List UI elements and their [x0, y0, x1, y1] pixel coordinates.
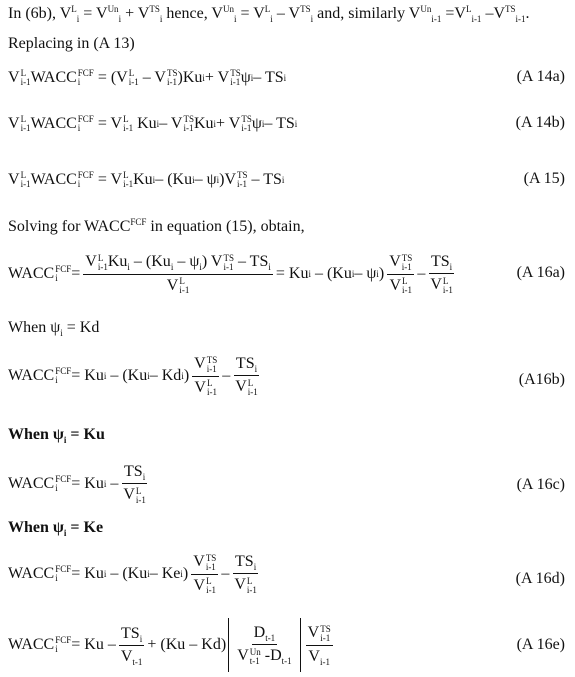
label-a14a: (A 14a) — [516, 68, 565, 85]
intro-line: In (6b), $V^L_i = V^{Un}_i + V^{TS}_i$ hence, $V^{Un}_i = V^L_i - V^{TS}_i$ and, similarly $V^{Un}_{i-1} =V^L_{i-1}$ $-V^{TS}_{i-1}$. — [8, 4, 530, 24]
when-ke-text: When $\psi_i = Ke$ — [8, 519, 104, 538]
equation-a16d: WACC FCF i = Ku i – (Ku i – Ke i ) V TS i-1 V L i-1 – $TS_i$ V L i-1 — [8, 552, 257, 595]
equation-a14a: V L i-1 WACC FCF i = (V L i-1 – V TS i-1 )Ku i + V TS i-1 ψ i – TS i — [8, 68, 287, 87]
label-a16d: (A 16d) — [515, 570, 565, 587]
equation-a15: V L i-1 WACC FCF i = V L i-1 Ku i – (Ku i – ψ i )V TS i-1 – TS i — [8, 170, 285, 189]
label-a16c: (A 16c) — [516, 476, 565, 493]
label-a15: (A 15) — [523, 170, 565, 187]
solving-text: Solving for $WACC^{FCF}$ in equation (15), obtain, — [8, 217, 305, 235]
label-a16b: (A16b) — [518, 371, 565, 388]
label-a16a: (A 16a) — [516, 264, 565, 281]
equation-a16b: WACC FCF i = Ku i – (Ku i – Kd i ) V TS i-1 V L i-1 – $TS_i$ V L i-1 — [8, 354, 258, 397]
label-a14b: (A 14b) — [515, 114, 565, 131]
equation-a16e: WACC FCF i = Ku – $\frac{TS_i}{V_{t-1}}$ + (Ku – Kd) $D_{t-1}$ V Un t-1 $-D_{t-1}$ V TS i-1 $V_{i-1}$ — [8, 616, 336, 674]
when-kd-text: When $\psi_i = Kd$ — [8, 319, 100, 338]
equation-a16a: WACC FCF i = V L i-1 $Ku_i - (Ku_i - \psi_i)$ V TS i-1 – $TS_i$ V L i-1 = Ku i – (Ku i – ψ i ) V TS i-1 V L i-1 – $TS_i$ V L i-1 — [8, 252, 453, 295]
replacing-text: Replacing in (A 13) — [8, 35, 135, 52]
equation-a14b: V L i-1 WACC FCF i = V L i-1 Ku i – V TS i-1 Ku i + V TS i-1 ψ i – TS i — [8, 114, 298, 133]
when-ku-text: When $\psi_i = Ku$ — [8, 426, 105, 445]
equation-a16c: WACC FCF i = Ku i – $TS_i$ V L i-1 — [8, 463, 146, 505]
label-a16e: (A 16e) — [516, 636, 565, 653]
